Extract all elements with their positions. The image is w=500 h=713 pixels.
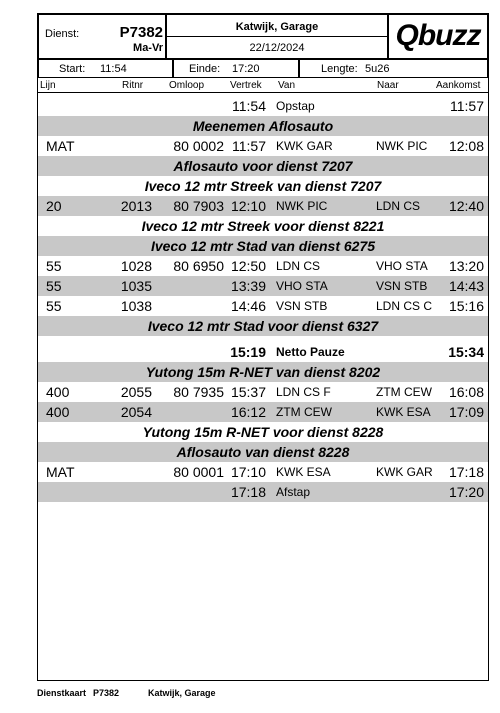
schedule-row xyxy=(38,382,488,402)
cell-naar: LDN CS C xyxy=(376,299,433,313)
section-title-row xyxy=(38,156,488,176)
section-title-row xyxy=(38,422,488,442)
cell-vertrek: 12:10 xyxy=(230,198,266,214)
dienst-box xyxy=(38,14,166,59)
cell-ritnr: 1028 xyxy=(120,258,152,274)
cell-vertrek: 14:46 xyxy=(230,298,266,314)
lengte-cell xyxy=(299,59,488,78)
cell-ritnr: 1038 xyxy=(120,298,152,314)
section-title: Iveco 12 mtr Stad van dienst 6275 xyxy=(150,238,376,254)
section-title: Iveco 12 mtr Stad voor dienst 6327 xyxy=(147,318,379,334)
cell-omloop: 80 7935 xyxy=(173,384,224,400)
section-title: Yutong 15m R-NET voor dienst 8228 xyxy=(142,424,384,440)
schedule-row xyxy=(38,276,488,296)
cell-vertrek: 15:37 xyxy=(230,384,266,400)
cell-omloop: 80 0002 xyxy=(173,138,224,154)
einde-label: Einde: xyxy=(189,63,221,75)
schedule-rows xyxy=(38,96,488,502)
qbuzz-logo: Qbuzz xyxy=(395,19,481,52)
cell-omloop: 80 0001 xyxy=(173,464,224,480)
cell-lijn: 400 xyxy=(46,384,70,400)
start-label: Start: xyxy=(59,63,86,75)
cell-van: LDN CS xyxy=(276,259,321,273)
cell-aankomst: 17:09 xyxy=(448,404,484,420)
col-van: Van xyxy=(278,80,296,91)
cell-aankomst: 14:43 xyxy=(448,278,484,294)
location-divider xyxy=(167,36,387,37)
start-value: 11:54 xyxy=(100,63,127,75)
cell-aankomst: 17:20 xyxy=(448,484,484,500)
section-title-row xyxy=(38,176,488,196)
cell-naar: KWK ESA xyxy=(376,405,431,419)
cell-lijn: 55 xyxy=(46,278,62,294)
column-header xyxy=(38,78,488,93)
section-title: Aflosauto van dienst 8228 xyxy=(176,444,350,460)
section-title-row xyxy=(38,216,488,236)
section-title-row xyxy=(38,442,488,462)
start-cell xyxy=(38,59,173,78)
einde-cell xyxy=(173,59,299,78)
lengte-value: 5u26 xyxy=(365,63,390,75)
schedule-row xyxy=(38,402,488,422)
section-title-row xyxy=(38,236,488,256)
section-title: Iveco 12 mtr Streek van dienst 7207 xyxy=(144,178,382,194)
cell-vertrek: 12:50 xyxy=(230,258,266,274)
col-aankomst: Aankomst xyxy=(436,80,481,91)
cell-vertrek: 16:12 xyxy=(230,404,266,420)
schedule-row xyxy=(38,342,488,362)
cell-ritnr: 2055 xyxy=(120,384,152,400)
col-naar: Naar xyxy=(377,80,399,91)
cell-aankomst: 13:20 xyxy=(448,258,484,274)
cell-van: Afstap xyxy=(276,485,311,499)
cell-aankomst: 11:57 xyxy=(450,98,484,114)
schedule-row xyxy=(38,196,488,216)
cell-van: LDN CS F xyxy=(276,385,331,399)
cell-lijn: 400 xyxy=(46,404,70,420)
cell-omloop: 80 6950 xyxy=(173,258,224,274)
cell-naar: VHO STA xyxy=(376,259,428,273)
cell-ritnr: 2054 xyxy=(120,404,152,420)
section-title: Yutong 15m R-NET van dienst 8202 xyxy=(145,364,381,380)
section-title-row xyxy=(38,116,488,136)
cell-aankomst: 12:40 xyxy=(448,198,484,214)
sheet-header xyxy=(38,14,488,59)
cell-van: KWK ESA xyxy=(276,465,331,479)
schedule-row xyxy=(38,96,488,116)
cell-van: VHO STA xyxy=(276,279,328,293)
cell-naar: LDN CS xyxy=(376,199,421,213)
einde-value: 17:20 xyxy=(232,63,260,75)
cell-vertrek: 15:19 xyxy=(230,344,266,360)
cell-naar: ZTM CEW xyxy=(376,385,432,399)
cell-aankomst: 15:34 xyxy=(448,344,484,360)
schedule-row xyxy=(38,136,488,156)
footer-location: Katwijk, Garage xyxy=(148,688,216,698)
cell-van: ZTM CEW xyxy=(276,405,332,419)
cell-van: VSN STB xyxy=(276,299,328,313)
schedule-row xyxy=(38,482,488,502)
col-omloop: Omloop xyxy=(169,80,205,91)
cell-vertrek: 13:39 xyxy=(230,278,266,294)
cell-lijn: 55 xyxy=(46,298,62,314)
col-lijn: Lijn xyxy=(40,80,56,91)
cell-vertrek: 11:57 xyxy=(232,138,266,154)
section-title: Aflosauto voor dienst 7207 xyxy=(173,158,353,174)
cell-lijn: MAT xyxy=(46,464,75,480)
col-ritnr: Ritnr xyxy=(122,80,144,91)
col-vertrek: Vertrek xyxy=(230,80,262,91)
cell-vertrek: 17:10 xyxy=(230,464,266,480)
schedule-row xyxy=(38,256,488,276)
cell-ritnr: 1035 xyxy=(120,278,152,294)
cell-van: KWK GAR xyxy=(276,139,333,153)
dienstkaart-sheet xyxy=(37,13,489,681)
dienst-number: P7382 xyxy=(119,24,163,41)
logo-box xyxy=(388,14,488,59)
cell-van: Netto Pauze xyxy=(276,345,345,359)
location-box xyxy=(166,14,388,59)
cell-lijn: 55 xyxy=(46,258,62,274)
cell-vertrek: 17:18 xyxy=(230,484,266,500)
footer-dienst: P7382 xyxy=(93,688,120,698)
cell-naar: NWK PIC xyxy=(376,139,428,153)
cell-aankomst: 15:16 xyxy=(448,298,484,314)
lengte-label: Lengte: xyxy=(321,63,358,75)
section-title-row xyxy=(38,316,488,336)
section-title-row xyxy=(38,362,488,382)
cell-omloop: 80 7903 xyxy=(173,198,224,214)
location-name: Katwijk, Garage xyxy=(235,21,319,33)
cell-ritnr: 2013 xyxy=(120,198,152,214)
service-date: 22/12/2024 xyxy=(249,42,305,54)
dienst-label: Dienst: xyxy=(45,28,80,40)
cell-van: Opstap xyxy=(276,99,315,113)
cell-vertrek: 11:54 xyxy=(232,98,266,114)
cell-lijn: MAT xyxy=(46,138,75,154)
cell-aankomst: 17:18 xyxy=(448,464,484,480)
section-title: Meenemen Aflosauto xyxy=(192,118,334,134)
service-days: Ma-Vr xyxy=(133,42,163,54)
schedule-row xyxy=(38,296,488,316)
cell-lijn: 20 xyxy=(46,198,62,214)
cell-aankomst: 12:08 xyxy=(448,138,484,154)
cell-naar: VSN STB xyxy=(376,279,428,293)
cell-naar: KWK GAR xyxy=(376,465,433,479)
footer-label: Dienstkaart xyxy=(37,688,87,698)
cell-aankomst: 16:08 xyxy=(448,384,484,400)
times-row xyxy=(38,59,488,78)
cell-van: NWK PIC xyxy=(276,199,328,213)
section-title: Iveco 12 mtr Streek voor dienst 8221 xyxy=(141,218,385,234)
schedule-row xyxy=(38,462,488,482)
